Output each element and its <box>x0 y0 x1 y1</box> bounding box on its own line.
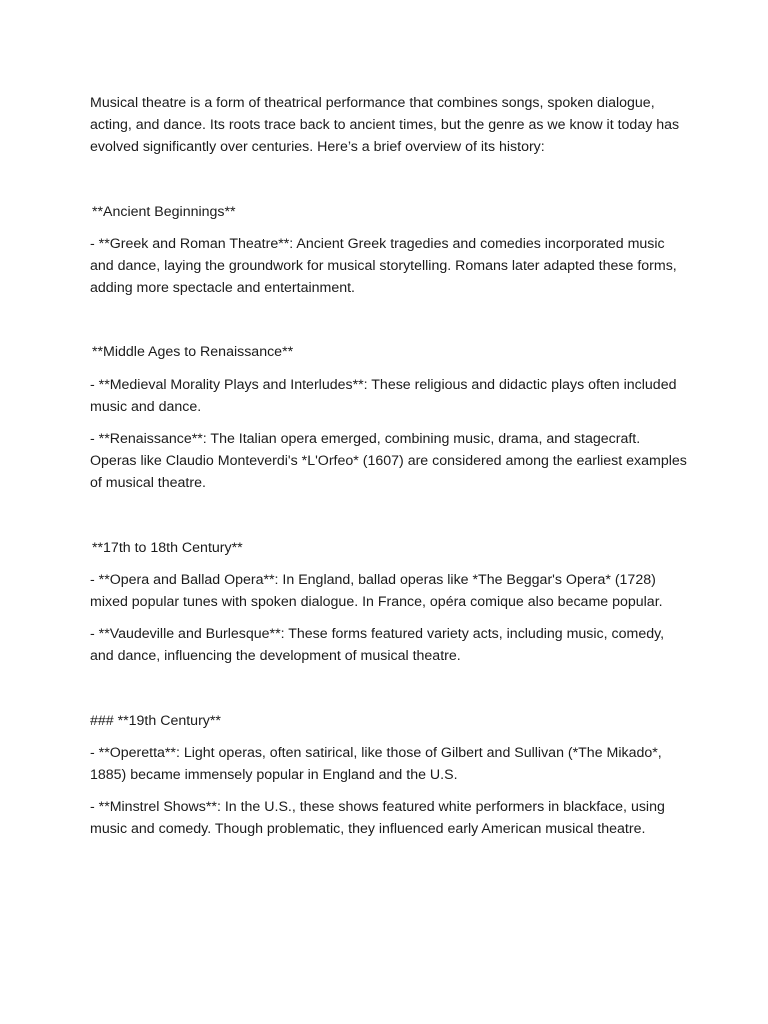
list-item: - **Minstrel Shows**: In the U.S., these shows featured white performers in blackface, using music and comedy. Though problematic, they influenced early American musical theatre. <box>90 799 665 838</box>
list-item: - **Renaissance**: The Italian opera emerged, combining music, drama, and stagecraft. Operas like Claudio Monteverdi's *L'Orfeo* (1607) are considered among the earliest examples of musical theatre. <box>90 431 687 492</box>
section-heading-ancient: **Ancient Beginnings** <box>92 203 236 220</box>
section-heading-middle-ages: **Middle Ages to Renaissance** <box>92 344 294 361</box>
document-body <box>90 92 690 851</box>
section-heading-19th: ### **19th Century** <box>90 712 221 729</box>
list-item: - **Vaudeville and Burlesque**: These forms featured variety acts, including music, comedy, and dance, influencing the development of musical theatre. <box>90 626 665 665</box>
list-item: - **Greek and Roman Theatre**: Ancient Greek tragedies and comedies incorporated music and dance, laying the groundwork for musical storytelling. Romans later adapted these forms, adding more spectacle and entertainment. <box>90 235 677 297</box>
list-item: - **Opera and Ballad Opera**: In England, ballad operas like *The Beggar's Opera* (1728) mixed popular tunes with spoken dialogue. In France, opéra comique also became popular. <box>90 571 663 611</box>
list-item: - **Medieval Morality Plays and Interludes**: These religious and didactic plays often included music and dance. <box>90 376 677 415</box>
list-item: - **Operetta**: Light operas, often satirical, like those of Gilbert and Sullivan (*The Mikado*, 1885) became immensely popular in England and the U.S. <box>90 744 662 784</box>
intro-paragraph: Musical theatre is a form of theatrical performance that combines songs, spoken dialogue, acting, and dance. Its roots trace back to ancient times, but the genre as we know it today has evolved significantly over centuries. Here’s a brief overview of its history: <box>90 95 680 156</box>
section-heading-17th-18th: **17th to 18th Century** <box>92 539 243 556</box>
